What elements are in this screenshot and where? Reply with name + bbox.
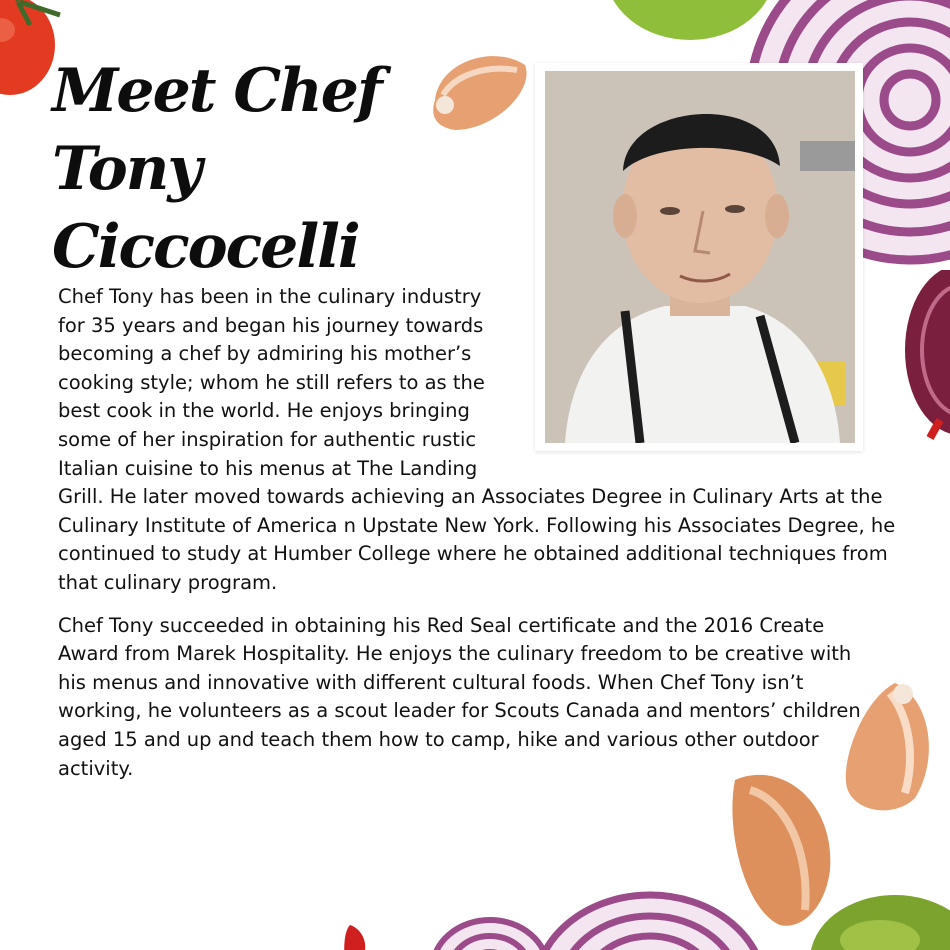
chili-pepper-decoration [340,920,375,950]
bio-paragraph-1-lead: Chef Tony has been in the culinary industry for 35 years and began his journey towards becoming a chef by admiring his mother’s cooking style; whom he still refers to as the best cook in the world. He enjoys bringing some of her inspiration for authentic rustic Italian cuisine to his menus at The Landing [58,285,485,480]
bio-paragraph-1 [58,283,908,598]
title-line-1: Meet Chef [52,56,381,126]
onion-slice-decoration [530,880,770,950]
bio-text [58,283,908,783]
onion-slice-decoration [430,905,550,950]
green-tomato-decoration [800,885,950,950]
bio-paragraph-1-rest: Grill. He later moved towards achieving an Associates Degree in Culinary Arts at the Culinary Institute of America n Upstate New York. Following his Associates Degree, he continued to study at Humber College where he obtained additional techniques from that culinary program. [58,485,896,594]
page-title [52,52,522,286]
title-line-2: Tony Ciccocelli [52,134,359,282]
bio-paragraph-2: Chef Tony succeeded in obtaining his Red Seal certificate and the 2016 Create Award from Marek Hospitality. He enjoys the culinary freedom to be creative with his menus and innovative with different cultural foods. When Chef Tony isn’t working, he volunteers as a scout leader for Scouts Canada and mentors’ children aged 15 and up and teach them how to camp, hike and various other outdoor activity. [58,613,861,780]
